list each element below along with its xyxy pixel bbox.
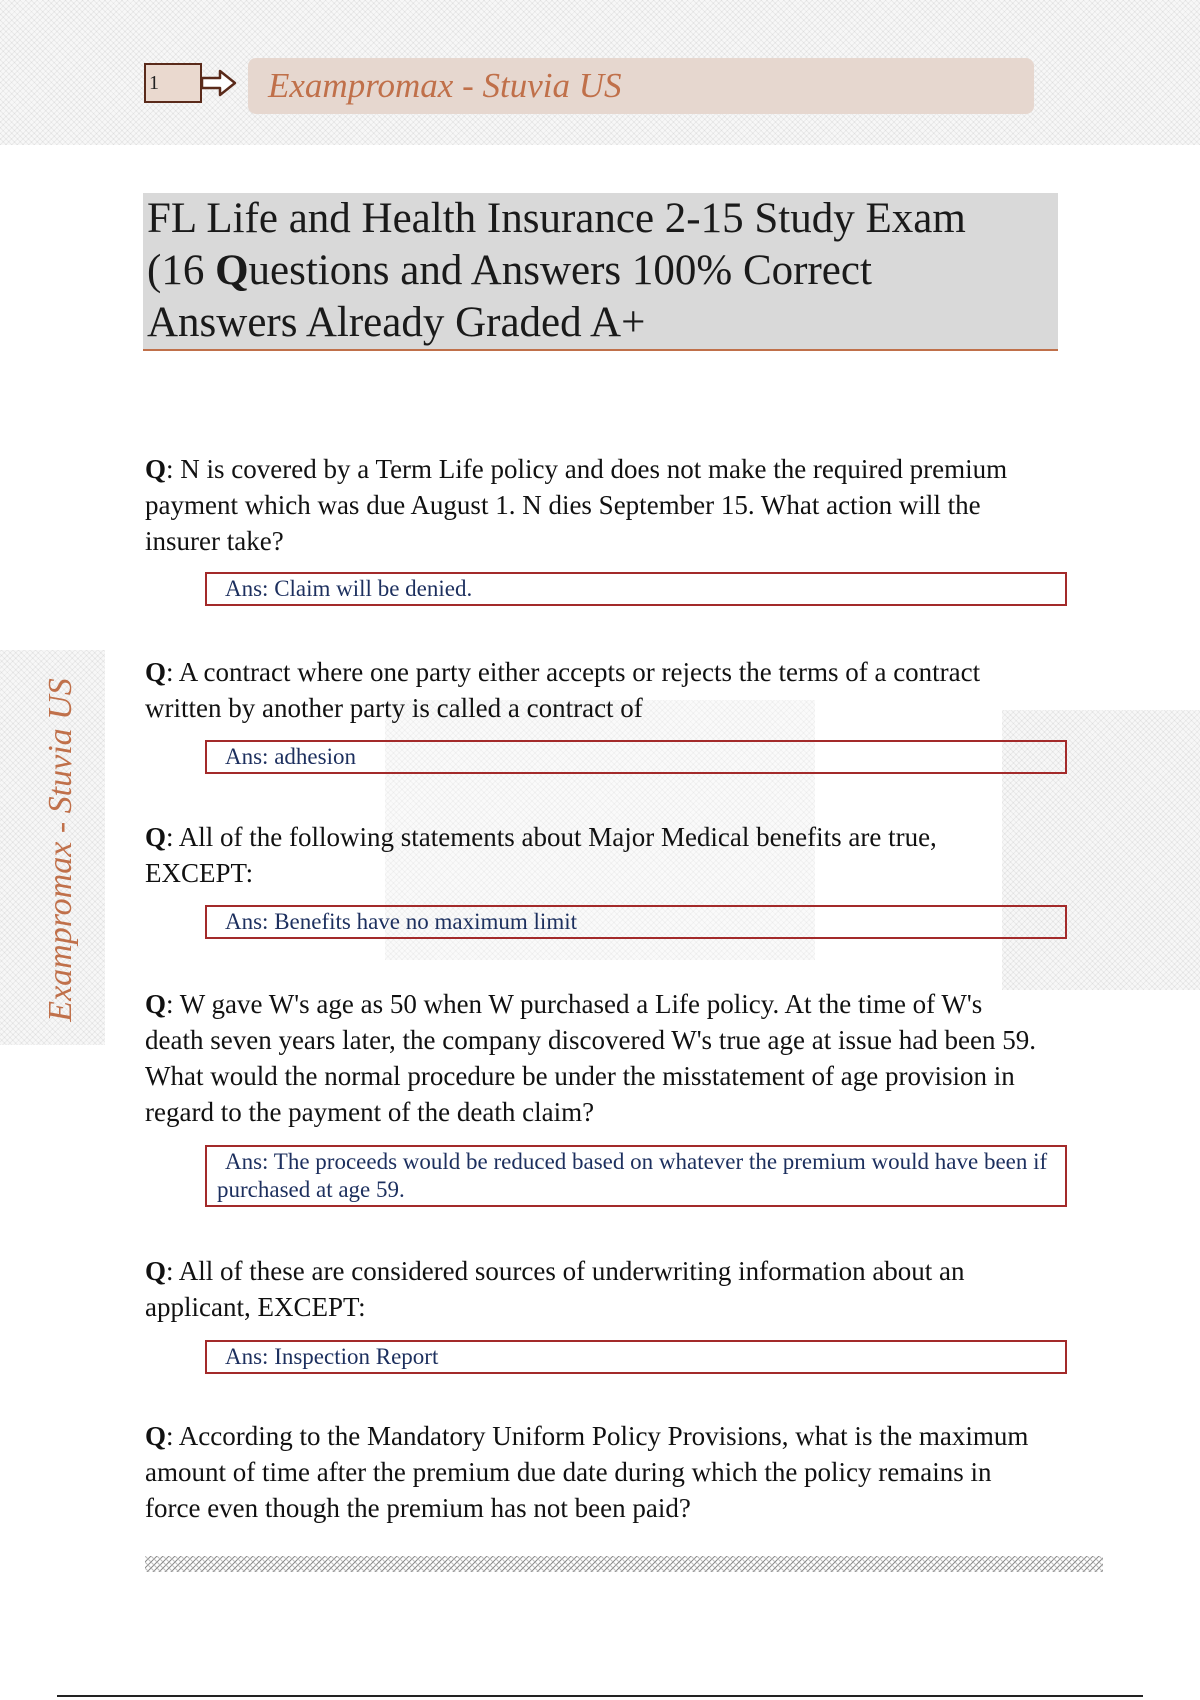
question-4: Q: W gave W's age as 50 when W purchased a Life policy. At the time of W's death seven years later, the company discovered W's true age at issue had been 59. What would the normal procedure be under the misstatement of age provision in regard to the payment of the death claim? bbox=[145, 989, 1036, 1127]
header-brand: Exampromax - Stuvia US bbox=[248, 58, 1034, 114]
question-5: Q: All of these are considered sources of underwriting information about an applicant, EXCEPT: bbox=[145, 1256, 965, 1322]
answer-4: Ans: The proceeds would be reduced based on whatever the premium would have been if purchased at age 59. bbox=[205, 1145, 1067, 1207]
document-title bbox=[143, 193, 1058, 351]
question-2: Q: A contract where one party either accepts or rejects the terms of a contract written by another party is called a contract of bbox=[145, 657, 981, 723]
title-line-1: FL Life and Health Insurance 2-15 Study Exam bbox=[147, 195, 966, 242]
question-3: Q: All of the following statements about Major Medical benefits are true, EXCEPT: bbox=[145, 822, 937, 888]
answer-2: Ans: adhesion bbox=[205, 740, 1067, 774]
question-6: Q: According to the Mandatory Uniform Policy Provisions, what is the maximum amount of time after the premium due date during which the policy remains in force even though the premium has not been paid? bbox=[145, 1421, 1029, 1523]
answer-1: Ans: Claim will be denied. bbox=[205, 572, 1067, 606]
side-watermark-text: Exampromax - Stuvia US bbox=[42, 678, 79, 1022]
footer-rule bbox=[57, 1695, 1143, 1697]
answer-5: Ans: Inspection Report bbox=[205, 1340, 1067, 1374]
page-number: 1 bbox=[144, 63, 202, 103]
title-line-3: Answers Already Graded A+ bbox=[147, 299, 646, 346]
question-1: Q: N is covered by a Term Life policy and does not make the required premium payment which was due August 1. N dies September 15. What action will the insurer take? bbox=[145, 454, 1008, 556]
section-divider bbox=[145, 1556, 1103, 1572]
answer-3: Ans: Benefits have no maximum limit bbox=[205, 905, 1067, 939]
title-line-2: (16 Questions and Answers 100% Correct bbox=[147, 247, 872, 294]
arrow-right-icon bbox=[200, 68, 238, 98]
